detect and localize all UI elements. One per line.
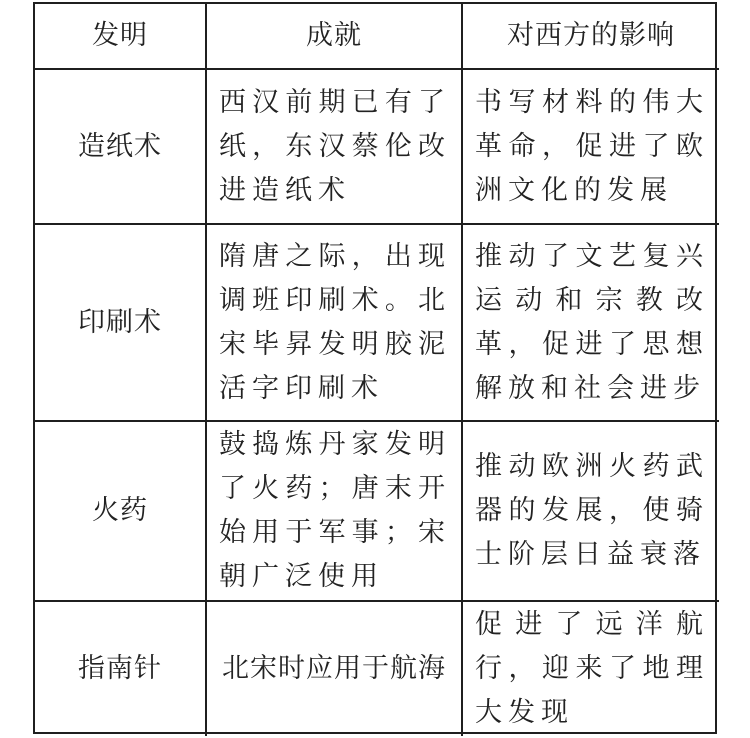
cell-achievement-paper	[207, 70, 463, 225]
cell-impact-printing	[463, 225, 719, 422]
achievement-text: 西汉前期已有了纸，东汉蔡伦改进造纸术	[219, 86, 451, 206]
cell-impact-gunpowder	[463, 422, 719, 602]
header-achievement: 成就	[207, 4, 463, 70]
header-invention: 发明	[35, 4, 207, 70]
impact-text: 推动了文艺复兴运动和宗教改革，促进了思想解放和社会进步	[475, 240, 709, 404]
achievement-text: 鼓捣炼丹家发明了火药；唐末开始用于军事；宋朝广泛使用	[219, 429, 451, 592]
achievement-text: 隋唐之际，出现调班印刷术。北宋毕昇发明胶泥活字印刷术	[219, 240, 451, 404]
impact-text: 推动欧洲火药武器的发展，使骑士阶层日益衰落	[475, 451, 709, 570]
cell-impact-paper	[463, 70, 719, 225]
cell-achievement-gunpowder	[207, 422, 463, 602]
header-impact: 对西方的影响	[463, 4, 719, 70]
cell-achievement-compass	[207, 602, 463, 736]
cell-invention-compass: 指南针	[35, 602, 207, 736]
cell-invention-paper: 造纸术	[35, 70, 207, 225]
cell-achievement-printing	[207, 225, 463, 422]
cell-impact-compass	[463, 602, 719, 736]
inventions-table	[33, 2, 717, 734]
impact-text: 促进了远洋航行，迎来了地理大发现	[475, 609, 709, 728]
cell-invention-printing: 印刷术	[35, 225, 207, 422]
achievement-text: 北宋时应用于航海	[222, 653, 446, 684]
cell-invention-gunpowder: 火药	[35, 422, 207, 602]
impact-text: 书写材料的伟大革命，促进了欧洲文化的发展	[475, 86, 709, 206]
